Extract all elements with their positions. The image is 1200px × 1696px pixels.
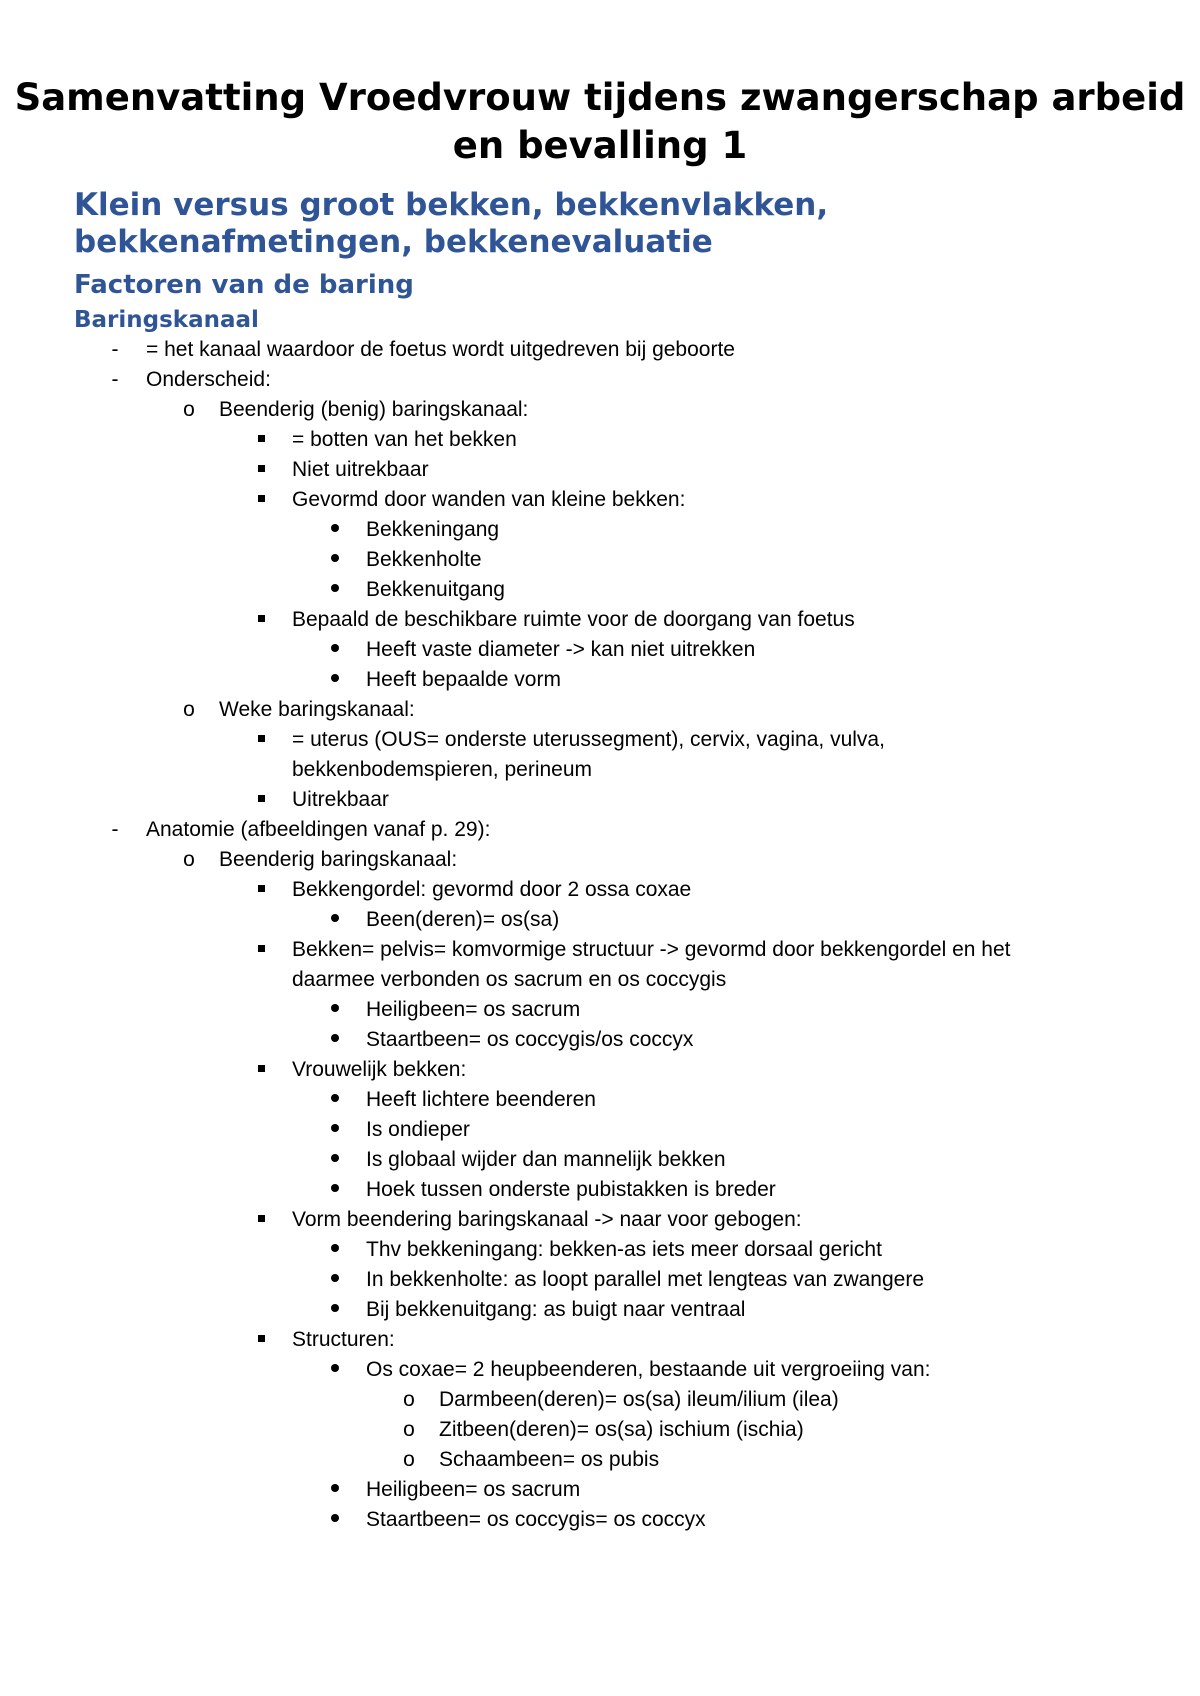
list-item [0, 1085, 1200, 1115]
list-item [0, 1355, 1200, 1385]
list-item-text: Bekkenuitgang [366, 578, 505, 601]
dash-marker: - [111, 818, 119, 841]
list-item [0, 425, 1200, 455]
round-bullet-shape [331, 1244, 339, 1252]
square-bullet-icon [246, 935, 276, 965]
round-bullet-shape [331, 1004, 339, 1012]
square-bullet-shape [258, 1065, 265, 1072]
list-item [0, 1385, 1200, 1415]
round-bullet-shape [331, 644, 339, 652]
list-item-text: Bekkengordel: gevormd door 2 ossa coxae [292, 878, 692, 901]
round-bullet-icon [320, 1025, 350, 1055]
round-bullet-icon [320, 1475, 350, 1505]
round-bullet-shape [331, 1094, 339, 1102]
list-item [0, 1025, 1200, 1055]
round-bullet-icon [320, 665, 350, 695]
round-bullet-shape [331, 1364, 339, 1372]
round-bullet-icon [320, 1085, 350, 1115]
list-item [0, 455, 1200, 485]
round-bullet-shape [331, 674, 339, 682]
list-item [0, 515, 1200, 545]
square-bullet-icon [246, 425, 276, 455]
list-item-text: Thv bekkeningang: bekken-as iets meer dorsaal gericht [366, 1238, 882, 1261]
list-item-text: Uitrekbaar [292, 788, 389, 811]
circle-marker: o [183, 398, 195, 421]
list-item [0, 785, 1200, 815]
list-item-text: Bekkeningang [366, 518, 500, 541]
list-item-text: Staartbeen= os coccygis/os coccyx [366, 1028, 694, 1051]
square-bullet-icon [246, 725, 276, 755]
list-item [0, 365, 1200, 395]
list-item [0, 695, 1200, 725]
list-item [0, 605, 1200, 635]
square-bullet-shape [258, 435, 265, 442]
circle-marker: o [403, 1448, 415, 1471]
list-item-text: Onderscheid: [146, 368, 271, 391]
square-bullet-shape [258, 795, 265, 802]
list-item-text: Zitbeen(deren)= os(sa) ischium (ischia) [439, 1418, 804, 1441]
list-item [0, 395, 1200, 425]
list-item [0, 1175, 1200, 1205]
round-bullet-icon [320, 635, 350, 665]
list-item [0, 485, 1200, 515]
dash-marker: - [111, 368, 119, 391]
list-item [0, 1325, 1200, 1355]
heading-level-3: Baringskanaal [74, 307, 259, 333]
list-item-text: Is globaal wijder dan mannelijk bekken [366, 1148, 726, 1171]
document-title: Samenvatting Vroedvrouw tijdens zwangerschap arbeid en bevalling 1 [14, 76, 1186, 167]
list-item-text: Bij bekkenuitgang: as buigt naar ventraal [366, 1298, 746, 1321]
round-bullet-icon [320, 1265, 350, 1295]
list-item-text: Vorm beendering baringskanaal -> naar voor gebogen: [292, 1208, 802, 1231]
round-bullet-shape [331, 554, 339, 562]
square-bullet-icon [246, 1205, 276, 1235]
list-item-text: Niet uitrekbaar [292, 458, 429, 481]
round-bullet-shape [331, 524, 339, 532]
round-bullet-shape [331, 1304, 339, 1312]
list-item-text: Bepaald de beschikbare ruimte voor de doorgang van foetus [292, 608, 855, 631]
list-item-text: Been(deren)= os(sa) [366, 908, 560, 931]
list-item-text: Schaambeen= os pubis [439, 1448, 660, 1471]
dash-marker: - [111, 338, 119, 361]
list-item-text: = botten van het bekken [292, 428, 517, 451]
square-bullet-shape [258, 1335, 265, 1342]
list-item-text: Heiligbeen= os sacrum [366, 1478, 581, 1501]
square-bullet-icon [246, 875, 276, 905]
list-item [0, 995, 1200, 1025]
round-bullet-icon [320, 1505, 350, 1535]
list-item [0, 1505, 1200, 1535]
round-bullet-shape [331, 1154, 339, 1162]
round-bullet-icon [320, 1175, 350, 1205]
list-item-text: Vrouwelijk bekken: [292, 1058, 467, 1081]
list-item-text: = uterus (OUS= onderste uterussegment), cervix, vagina, vulva, bekkenbodemspieren, perineum [292, 728, 885, 781]
round-bullet-shape [331, 1274, 339, 1282]
round-bullet-icon [320, 1115, 350, 1145]
round-bullet-icon [320, 575, 350, 605]
list-item-text: Heeft vaste diameter -> kan niet uitrekken [366, 638, 756, 661]
list-item [0, 1265, 1200, 1295]
circle-marker: o [403, 1418, 415, 1441]
list-item [0, 875, 1200, 905]
round-bullet-shape [331, 1184, 339, 1192]
square-bullet-shape [258, 465, 265, 472]
square-bullet-icon [246, 785, 276, 815]
round-bullet-shape [331, 1124, 339, 1132]
list-item-text: Beenderig baringskanaal: [219, 848, 458, 871]
round-bullet-icon [320, 1355, 350, 1385]
list-item-text: Heeft lichtere beenderen [366, 1088, 596, 1111]
square-bullet-icon [246, 1055, 276, 1085]
list-item [0, 935, 1200, 995]
circle-marker: o [403, 1388, 415, 1411]
list-item-text: Bekkenholte [366, 548, 482, 571]
list-item-text: Structuren: [292, 1328, 395, 1351]
list-item [0, 1415, 1200, 1445]
list-item-text: Os coxae= 2 heupbeenderen, bestaande uit vergroeiing van: [366, 1358, 931, 1381]
list-item [0, 1235, 1200, 1265]
round-bullet-icon [320, 515, 350, 545]
list-item [0, 815, 1200, 845]
circle-marker: o [183, 848, 195, 871]
round-bullet-icon [320, 1145, 350, 1175]
outline-list [0, 335, 1200, 1535]
list-item [0, 905, 1200, 935]
list-item [0, 665, 1200, 695]
round-bullet-shape [331, 1484, 339, 1492]
list-item [0, 1055, 1200, 1085]
list-item [0, 725, 1200, 785]
round-bullet-icon [320, 1295, 350, 1325]
round-bullet-shape [331, 1514, 339, 1522]
square-bullet-icon [246, 1325, 276, 1355]
list-item-text: Is ondieper [366, 1118, 470, 1141]
list-item-text: Anatomie (afbeeldingen vanaf p. 29): [146, 818, 491, 841]
square-bullet-shape [258, 945, 265, 952]
list-item [0, 1475, 1200, 1505]
round-bullet-shape [331, 584, 339, 592]
square-bullet-shape [258, 615, 265, 622]
list-item-text: Beenderig (benig) baringskanaal: [219, 398, 529, 421]
list-item-text: Heeft bepaalde vorm [366, 668, 561, 691]
list-item [0, 635, 1200, 665]
round-bullet-icon [320, 995, 350, 1025]
round-bullet-shape [331, 914, 339, 922]
list-item [0, 1445, 1200, 1475]
list-item-text: Weke baringskanaal: [219, 698, 415, 721]
list-item-text: Heiligbeen= os sacrum [366, 998, 581, 1021]
round-bullet-shape [331, 1034, 339, 1042]
square-bullet-shape [258, 885, 265, 892]
list-item [0, 1145, 1200, 1175]
list-item-text: Darmbeen(deren)= os(sa) ileum/ilium (ilea) [439, 1388, 839, 1411]
list-item-text: In bekkenholte: as loopt parallel met lengteas van zwangere [366, 1268, 925, 1291]
list-item [0, 1205, 1200, 1235]
list-item-text: Hoek tussen onderste pubistakken is breder [366, 1178, 776, 1201]
list-item [0, 1295, 1200, 1325]
round-bullet-icon [320, 545, 350, 575]
round-bullet-icon [320, 1235, 350, 1265]
round-bullet-icon [320, 905, 350, 935]
heading-level-2: Factoren van de baring [74, 270, 414, 300]
heading-level-1: Klein versus groot bekken, bekkenvlakken, bekkenafmetingen, bekkenevaluatie [74, 187, 829, 260]
square-bullet-icon [246, 485, 276, 515]
square-bullet-icon [246, 605, 276, 635]
list-item-text: Bekken= pelvis= komvormige structuur -> gevormd door bekkengordel en het daarmee verbonden os sacrum en os coccygis [292, 938, 1011, 991]
square-bullet-icon [246, 455, 276, 485]
circle-marker: o [183, 698, 195, 721]
list-item-text: Gevormd door wanden van kleine bekken: [292, 488, 686, 511]
list-item [0, 575, 1200, 605]
square-bullet-shape [258, 1215, 265, 1222]
list-item-text: = het kanaal waardoor de foetus wordt uitgedreven bij geboorte [146, 338, 735, 361]
list-item [0, 335, 1200, 365]
square-bullet-shape [258, 735, 265, 742]
list-item [0, 1115, 1200, 1145]
square-bullet-shape [258, 495, 265, 502]
list-item-text: Staartbeen= os coccygis= os coccyx [366, 1508, 706, 1531]
list-item [0, 545, 1200, 575]
list-item [0, 845, 1200, 875]
